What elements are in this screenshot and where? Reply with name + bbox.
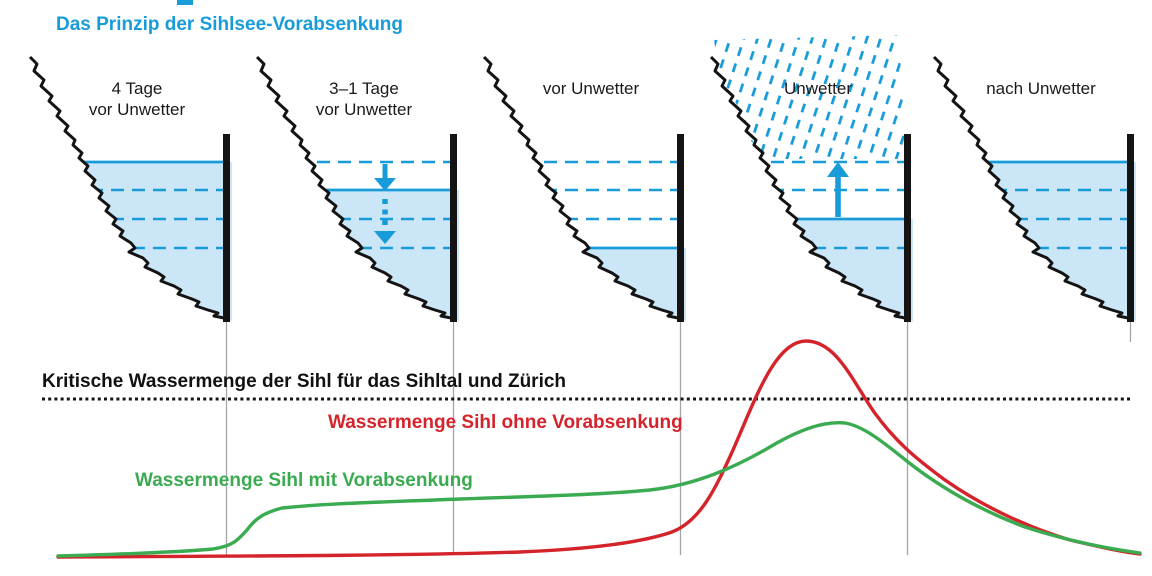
artifact-mark	[177, 0, 193, 5]
series-label-mit-vorabsenkung: Wassermenge Sihl mit Vorabsenkung	[135, 470, 473, 491]
critical-threshold-label: Kritische Wassermenge der Sihl für das Sihltal und Zürich	[42, 371, 567, 392]
panel-label-unwetter: Unwetter	[783, 79, 853, 98]
panel-label-3-1-tage-vor-unwetter: 3–1 Tage vor Unwetter	[315, 79, 413, 119]
dam-bar	[223, 134, 230, 322]
page-title: Das Prinzip der Sihlsee-Vorabsenkung	[56, 14, 404, 35]
water-body	[480, 248, 686, 324]
dam-bar	[1127, 134, 1134, 322]
dam-bar	[677, 134, 684, 322]
series-label-ohne-vorabsenkung: Wassermenge Sihl ohne Vorabsenkung	[328, 412, 683, 433]
dam-bar	[450, 134, 457, 322]
panel-label-vor-unwetter: vor Unwetter	[542, 79, 640, 98]
dam-bar	[904, 134, 911, 322]
panel-label-4-tage-vor-unwetter: 4 Tage vor Unwetter	[88, 79, 186, 119]
water-body	[253, 190, 459, 324]
panel-label-nach-unwetter: nach Unwetter	[986, 79, 1096, 98]
